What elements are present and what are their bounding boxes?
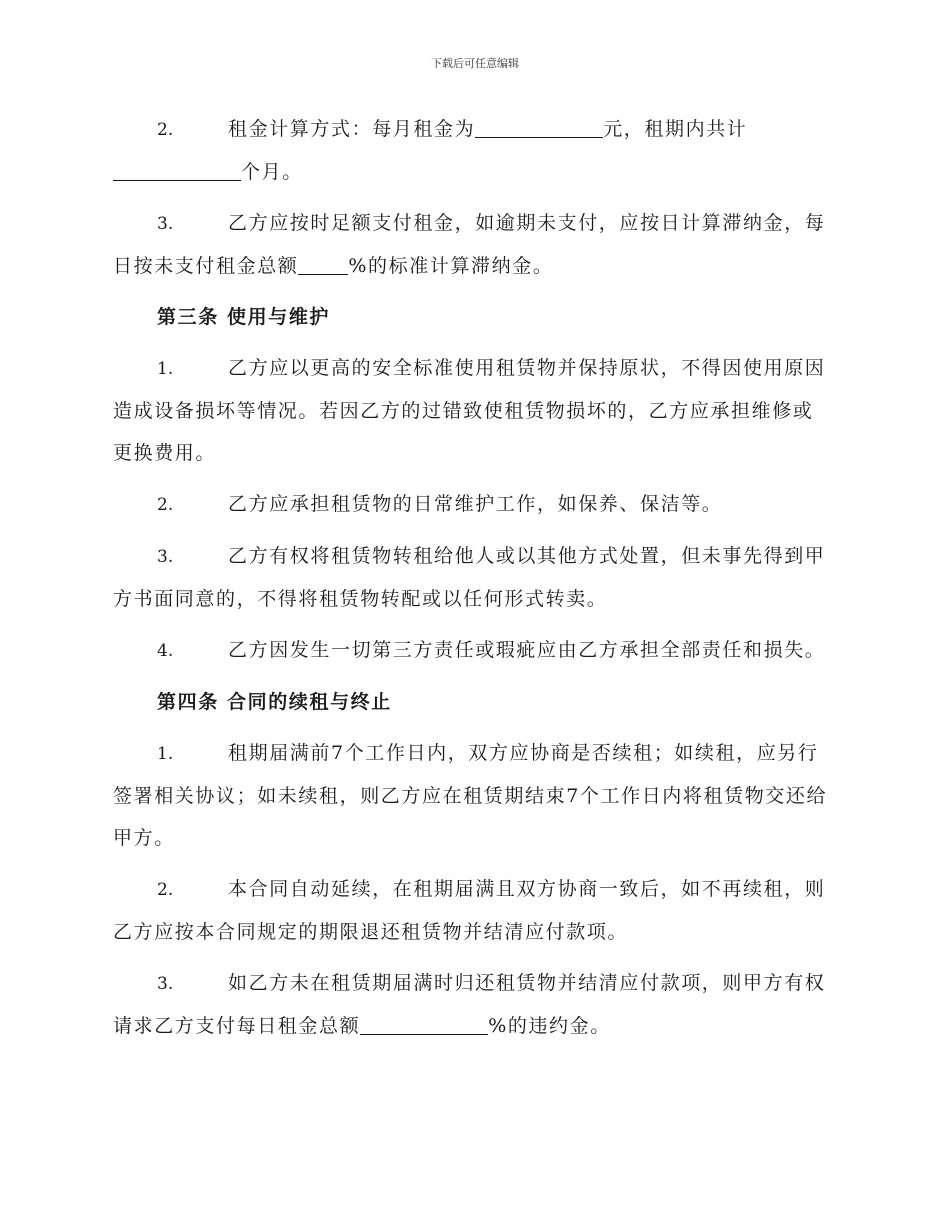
item-number: 2. [157, 880, 174, 900]
clause-4-3 [113, 962, 833, 1047]
fill-blank-months[interactable] [113, 158, 241, 181]
clause-3-1 [113, 347, 833, 474]
clause-3-2 [113, 483, 833, 526]
clause-text: %的标准计算滞纳金。 [348, 255, 554, 277]
clause-text: 租金计算方式：每月租金为 [228, 118, 476, 140]
item-number: 2. [157, 495, 174, 515]
clause-text: 乙方有权将租赁物转租给他人或以其他方式处置，但未事先得到甲方书面同意的，不得将租赁物转配或以任何形式转卖。 [113, 545, 826, 610]
page-header: 下载后可任意编辑 [431, 57, 519, 70]
item-number: 1. [157, 359, 174, 379]
item-number: 1. [157, 744, 174, 764]
clause-text: 乙方应承担租赁物的日常维护工作，如保养、保洁等。 [228, 493, 723, 515]
clause-2-2 [113, 108, 833, 193]
clause-text: 租期届满前7个工作日内，双方应协商是否续租；如续租，应另行签署相关协议；如未续租，则乙方应在租赁期结束7个工作日内将租赁物交还给甲方。 [113, 742, 828, 849]
clause-4-1 [113, 732, 833, 859]
contract-body [113, 108, 833, 1047]
section-heading-3: 第三条 使用与维护 [157, 306, 331, 328]
clause-text: 元，租期内共计 [603, 118, 748, 140]
clause-text: 个月。 [241, 161, 303, 183]
item-number: 3. [157, 974, 174, 994]
clause-2-3 [113, 202, 833, 287]
clause-text: 乙方应以更高的安全标准使用租赁物并保持原状，不得因使用原因造成设备损坏等情况。若因乙方的过错致使租赁物损坏的，乙方应承担维修或更换费用。 [113, 357, 826, 464]
clause-text: 乙方因发生一切第三方责任或瑕疵应由乙方承担全部责任和损失。 [228, 639, 826, 661]
item-number: 2. [157, 120, 174, 140]
fill-blank-late-fee-rate[interactable] [298, 252, 348, 275]
clause-3-3 [113, 535, 833, 620]
item-number: 3. [157, 214, 174, 234]
clause-text: %的违约金。 [488, 1015, 611, 1037]
item-number: 3. [157, 547, 174, 567]
clause-4-2 [113, 868, 833, 953]
section-heading-4: 第四条 合同的续租与终止 [157, 691, 392, 713]
clause-text: 本合同自动延续，在租期届满且双方协商一致后，如不再续租，则乙方应按本合同规定的期限退还租赁物并结清应付款项。 [113, 878, 826, 943]
item-number: 4. [157, 641, 174, 661]
clause-text: 乙方应按时足额支付租金，如逾期未支付，应按日计算滞纳金，每日按未支付租金总额 [113, 212, 826, 277]
clause-text: 如乙方未在租赁期届满时归还租赁物并结清应付款项，则甲方有权请求乙方支付每日租金总额 [113, 972, 826, 1037]
fill-blank-monthly-rent[interactable] [475, 115, 603, 138]
fill-blank-penalty-rate[interactable] [360, 1012, 488, 1035]
clause-3-4 [113, 629, 833, 672]
